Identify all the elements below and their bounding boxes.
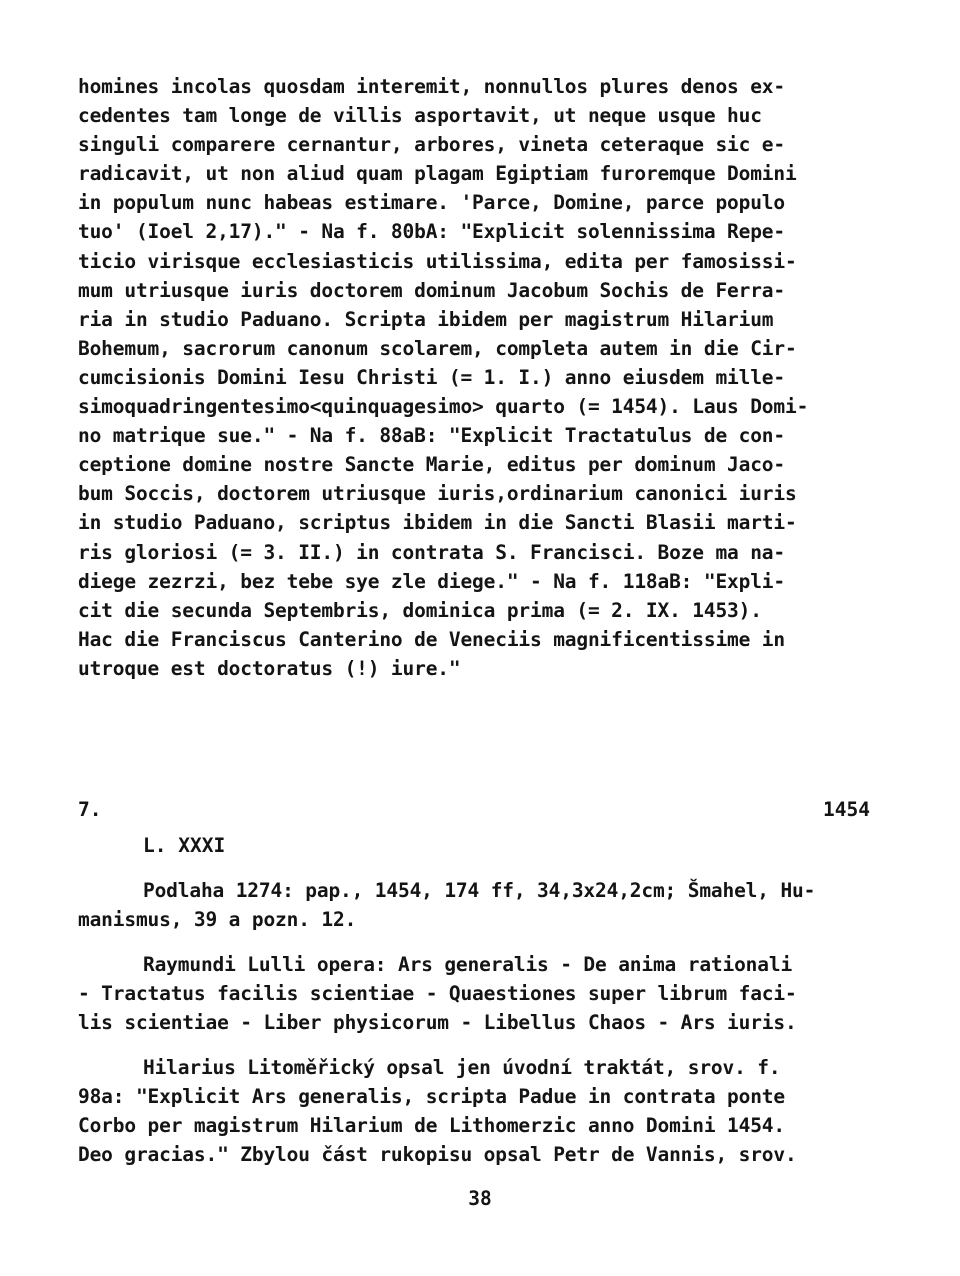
text-line: Corbo per magistrum Hilarium de Lithomerzic anno Domini 1454. [78,1114,785,1138]
shelf-signature: L. XXXI [143,834,226,857]
text-line: singuli comparere cernantur, arbores, vineta ceteraque sic e- [78,133,785,157]
page-number: 38 [468,1187,492,1210]
text-line: diege zezrzi, bez tebe sye zle diege." - Na f. 118aB: "Expli- [78,569,785,593]
text-line: 98a: "Explicit Ars generalis, scripta Padue in contrata ponte [78,1085,785,1109]
entry-year: 1454 [823,798,870,821]
text-line: Hilarius Litoměřický opsal jen úvodní traktát, srov. f. [143,1056,781,1079]
text-line: in populum nunc habeas estimare. 'Parce, Domine, parce populo [78,191,785,215]
scribe-paragraph [78,1053,878,1169]
entry-number: 7. [78,798,102,821]
contents-paragraph [78,950,878,1037]
text-line: Podlaha 1274: pap., 1454, 174 ff, 34,3x24,2cm; Šmahel, Hu- [143,879,816,902]
text-line: homines incolas quosdam interemit, nonnullos plures denos ex- [78,75,785,98]
text-line: - Tractatus facilis scientiae - Quaestiones super librum faci- [78,982,797,1006]
text-line: Bohemum, sacrorum canonum scolarem, completa autem in die Cir- [78,336,797,360]
text-line: no matrique sue." - Na f. 88aB: "Explicit Tractatulus de con- [78,424,785,448]
text-line: simoquadringentesimo<quinquagesimo> quarto (= 1454). Laus Domi- [78,395,809,419]
text-line: utroque est doctoratus (!) iure." [78,656,461,680]
text-line: Deo gracias." Zbylou část rukopisu opsal Petr de Vannis, srov. [78,1143,797,1167]
text-line: ria in studio Paduano. Scripta ibidem per magistrum Hilarium [78,307,774,331]
text-line: bum Soccis, doctorem utriusque iuris,ordinarium canonici iuris [78,482,797,506]
text-line: ceptione domine nostre Sancte Marie, editus per dominum Jaco- [78,453,785,477]
text-line: radicavit, ut non aliud quam plagam Egiptiam furoremque Domini [78,162,797,186]
text-line: ticio virisque ecclesiasticis utilissima, edita per famosissi- [78,249,797,273]
text-line: Raymundi Lulli opera: Ars generalis - De anima rationali [143,953,793,976]
main-paragraph [78,72,878,683]
text-line: mum utriusque iuris doctorem dominum Jacobum Sochis de Ferra- [78,278,785,302]
text-line: lis scientiae - Liber physicorum - Libellus Chaos - Ars iuris. [78,1011,797,1035]
text-line: cumcisionis Domini Iesu Christi (= 1. I.) anno eiusdem mille- [78,365,785,389]
text-line: manismus, 39 a pozn. 12. [78,908,357,932]
text-line: cedentes tam longe de villis asportavit, ut neque usque huc [78,104,762,128]
text-line: in studio Paduano, scriptus ibidem in die Sancti Blasii marti- [78,511,797,535]
text-line: tuo' (Ioel 2,17)." - Na f. 80bA: "Explicit solennissima Repe- [78,220,785,244]
physical-description [78,876,878,934]
text-line: cit die secunda Septembris, dominica prima (= 2. IX. 1453). [78,598,762,622]
text-line: Hac die Franciscus Canterino de Veneciis magnificentissime in [78,627,785,651]
text-line: ris gloriosi (= 3. II.) in contrata S. Francisci. Boze ma na- [78,540,785,564]
